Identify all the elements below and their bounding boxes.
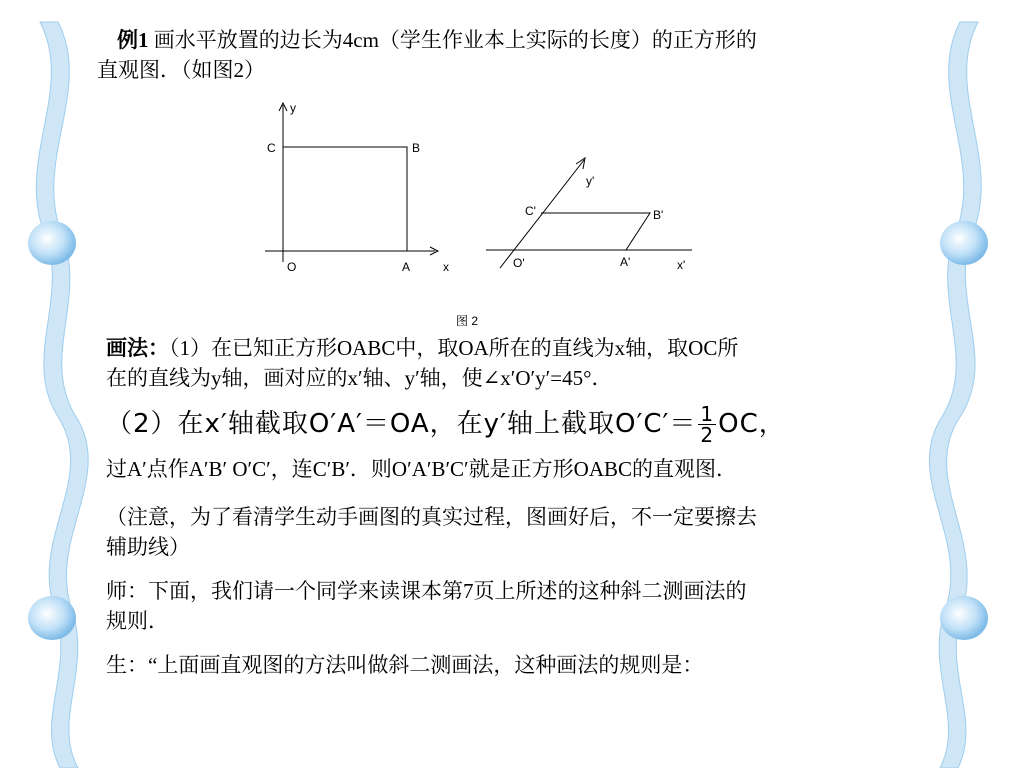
note-line-2: 辅助线）	[106, 535, 190, 559]
label-y: y	[290, 101, 296, 115]
student-line-1: 生：“上面画直观图的方法叫做斜二测画法，这种画法的规则是：	[106, 653, 704, 677]
square-OABC	[283, 147, 407, 251]
label-A: A	[402, 260, 411, 274]
parallelogram-OABC-prime	[541, 213, 650, 250]
example-title: 例1	[117, 28, 149, 52]
y-prime-arrow	[576, 158, 585, 169]
note-line-1: （注意，为了看清学生动手画图的真实过程，图画好后，不一定要擦去	[106, 505, 757, 529]
label-O: O	[287, 260, 297, 274]
teacher-line-2: 规则．	[106, 609, 169, 633]
label-B-prime: B'	[653, 208, 664, 222]
example-statement: 画水平放置的边长为4cm（学生作业本上实际的长度）的正方形的	[153, 28, 757, 52]
teacher-line-1: 师：下面，我们请一个同学来读课本第7页上所述的这种斜二测画法的	[106, 579, 747, 603]
method-step2-formula	[106, 403, 786, 451]
original-square-figure	[265, 103, 438, 262]
fraction-one-half	[698, 404, 716, 445]
label-x: x	[443, 260, 449, 274]
step2-prefix: （2）在x′轴截取O′A′＝OA，在y′轴上截取O′C′＝	[106, 409, 697, 439]
method-step1: （1）在已知正方形OABC中，取OA所在的直线为x轴，取OC所	[169, 336, 739, 360]
label-C-prime: C'	[525, 204, 536, 218]
label-B: B	[412, 141, 421, 155]
label-C: C	[267, 141, 276, 155]
method-line-1	[106, 334, 738, 362]
method-heading: 画法：	[106, 336, 169, 360]
method-line-2: 在的直线为y轴，画对应的x′轴、y′轴，使∠x′O′y′=45°．	[106, 366, 613, 390]
label-x-prime: x'	[677, 258, 686, 272]
step2-suffix: OC，	[718, 409, 786, 439]
method-line-4: 过A′点作A′B′ O′C′，连C′B′．则O′A′B′C′就是正方形OABC的直观图．	[106, 457, 737, 481]
figure-caption: 图 2	[456, 314, 479, 328]
example-line-2: 直观图．（如图2）	[97, 58, 265, 82]
y-prime-axis	[500, 160, 584, 268]
label-O-prime: O'	[513, 256, 525, 270]
fraction-numerator: 1	[700, 402, 715, 426]
label-y-prime: y'	[586, 174, 595, 188]
label-A-prime: A'	[620, 255, 631, 269]
fraction-denominator: 2	[700, 423, 715, 447]
